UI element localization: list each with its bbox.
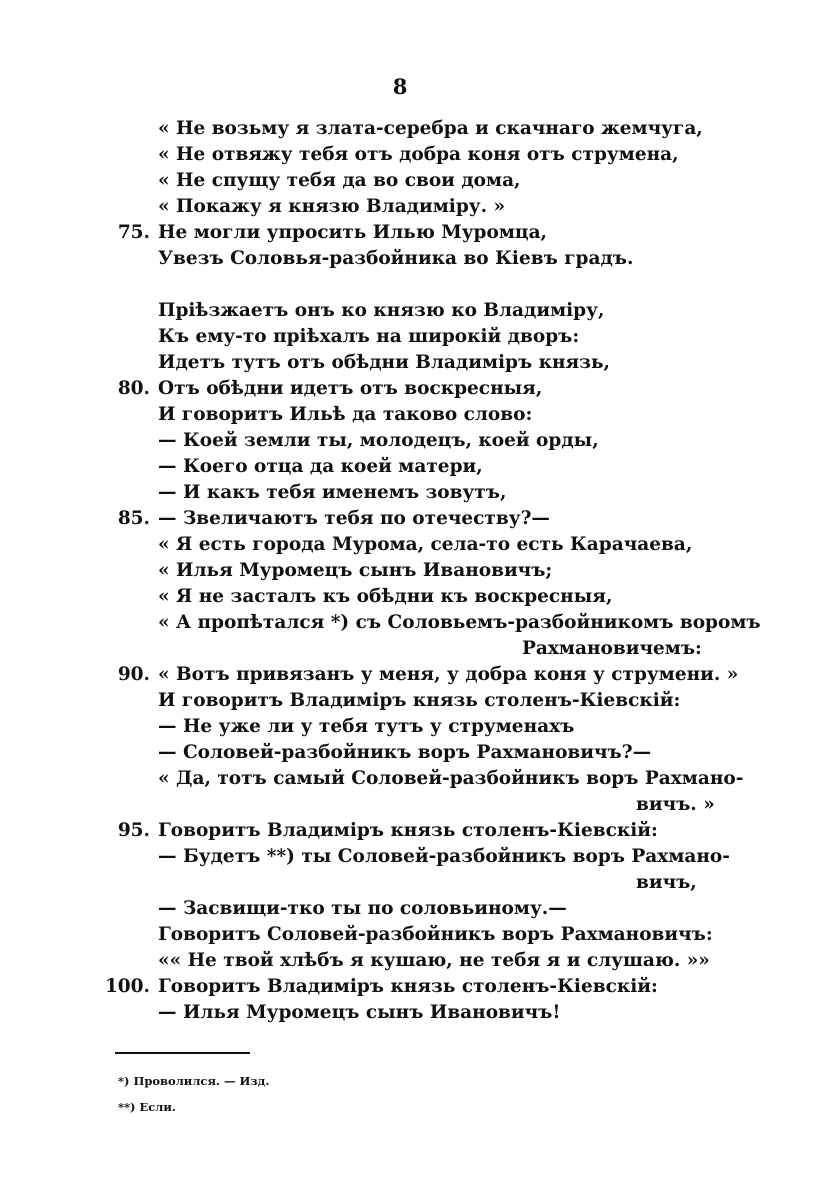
verse-text: вичъ, (636, 872, 697, 893)
verse-text: — Коей земли ты, молодецъ, коей орды, (158, 430, 599, 451)
verse-text: « Илья Муромецъ сынъ Ивановичъ; (158, 560, 553, 581)
verse-text: «« Не твой хлѣбъ я кушаю, не тебя я и слушаю. »» (158, 950, 710, 971)
verse-text: « Я есть города Мурома, села-то есть Карачаева, (158, 534, 693, 555)
verse-text: « Не возьму я злата-серебра и скачнаго жемчуга, (158, 118, 703, 139)
verse-text: — Илья Муромецъ сынъ Ивановичъ! (158, 1002, 561, 1023)
verse-text: « Я не засталъ къ обѣдни къ воскресныя, (158, 586, 613, 607)
verse-text: И говоритъ Ильѣ да таково слово: (158, 404, 533, 425)
footnote-1: *) Проволился. — Изд. (118, 1074, 270, 1088)
verse-number: 100. (104, 976, 150, 997)
verse-text: Рахмановичемъ: (522, 638, 702, 659)
verse-text: « Да, тотъ самый Соловей-разбойникъ воръ Рахмано- (158, 768, 744, 789)
verse-text: Не могли упросить Илью Муромца, (158, 222, 547, 243)
verse-text: — Звеличаютъ тебя по отечеству?— (158, 508, 550, 529)
verse-number: 90. (117, 664, 150, 685)
verse-text: « Вотъ привязанъ у меня, у добра коня у струмени. » (158, 664, 739, 685)
verse-text: « Не спущу тебя да во свои дома, (158, 170, 521, 191)
verse-text: Отъ обѣдни идетъ отъ воскресныя, (158, 378, 543, 399)
verse-text: — Будетъ **) ты Соловей-разбойникъ воръ Рахмано- (158, 846, 730, 867)
verse-text: — И какъ тебя именемъ зовутъ, (158, 482, 507, 503)
verse-text: Говоритъ Владиміръ князь столенъ-Кіевскій: (158, 820, 658, 841)
verse-text: Идетъ тутъ отъ обѣдни Владиміръ князь, (158, 352, 610, 373)
verse-number: 85. (117, 508, 150, 529)
verse-number: 80. (117, 378, 150, 399)
verse-text: И говоритъ Владиміръ князь столенъ-Кіевскій: (158, 690, 681, 711)
verse-text: Пріѣзжаетъ онъ ко князю ко Владиміру, (158, 300, 605, 321)
verse-text: Увезъ Соловья-разбойника во Кіевъ градъ. (158, 248, 634, 269)
verse-number: 95. (117, 820, 150, 841)
verse-text: — Засвищи-тко ты по соловьиному.— (158, 898, 567, 919)
verse-text: вичъ. » (636, 794, 715, 815)
verse-text: — Не уже ли у тебя тутъ у струменахъ (158, 716, 575, 737)
verse-text: Говоритъ Соловей-разбойникъ воръ Рахмановичъ: (158, 924, 713, 945)
verse-text: — Коего отца да коей матери, (158, 456, 483, 477)
footnote-2: **) Если. (118, 1100, 176, 1114)
verse-number: 75. (117, 222, 150, 243)
verse-text: « Покажу я князю Владиміру. » (158, 196, 506, 217)
verse-text: « А пропѣтался *) съ Соловьемъ-разбойникомъ воромъ (158, 612, 761, 633)
verse-text: « Не отвяжу тебя отъ добра коня отъ струмена, (158, 144, 679, 165)
page-number: 8 (392, 74, 408, 99)
verse-text: — Соловей-разбойникъ воръ Рахмановичъ?— (158, 742, 652, 763)
verse-text: Говоритъ Владиміръ князь столенъ-Кіевскій: (158, 976, 658, 997)
verse-text: Къ ему-то пріѣхалъ на широкій дворъ: (158, 326, 580, 347)
footnote-divider (115, 1052, 250, 1054)
